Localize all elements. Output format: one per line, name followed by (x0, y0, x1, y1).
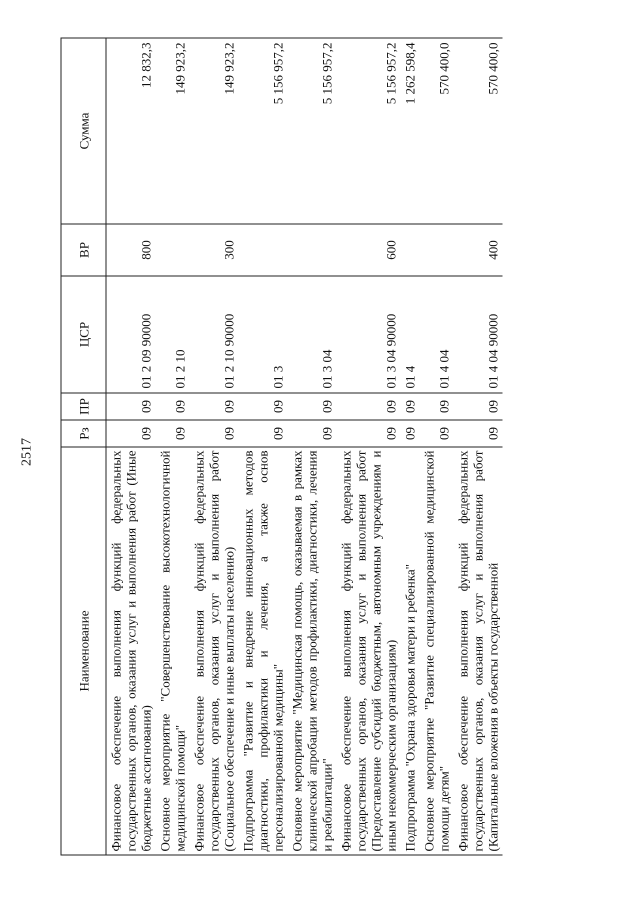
row-csr: 01 2 09 90000 (106, 276, 156, 393)
row-name: Финансовое обеспечение выполнения функций федеральных государственных органов, оказания услуг и выполнения работ (Капитальные вложения в объекты государственной (454, 447, 503, 855)
row-name: Подпрограмма "Развитие и внедрение инновационных методов диагностики, профилактики и лечения, а также основ персонализированной медицины" (239, 447, 288, 855)
table-header-row (61, 38, 106, 855)
row-sum: 5 156 957,2 (288, 38, 337, 224)
row-pr: 09 (106, 393, 156, 420)
row-rz: 09 (401, 420, 420, 447)
row-rz: 09 (106, 420, 156, 447)
row-name: Финансовое обеспечение выполнения функций федеральных государственных органов, оказания услуг и выполнения работ (Социальное обеспечение и иные выплаты населению) (190, 447, 239, 855)
rotated-page (1, 0, 640, 905)
header-name: Наименование (61, 447, 106, 855)
table-row (156, 38, 190, 855)
row-name: Основное мероприятие "Медицинская помощь, оказываемая в рамках клинической апробации методов профилактики, диагностики, лечения и реабилитации" (288, 447, 337, 855)
row-vr: 600 (337, 224, 401, 276)
row-sum: 12 832,3 (106, 38, 156, 224)
row-vr (156, 224, 190, 276)
row-sum: 570 400,0 (420, 38, 454, 224)
row-rz: 09 (190, 420, 239, 447)
row-rz: 09 (337, 420, 401, 447)
row-vr (239, 224, 288, 276)
table-row (288, 38, 337, 855)
table-row (106, 38, 156, 855)
row-rz: 09 (420, 420, 454, 447)
table-row (454, 38, 503, 855)
row-rz: 09 (156, 420, 190, 447)
row-pr: 09 (401, 393, 420, 420)
row-name: Подпрограмма "Охрана здоровья матери и ребенка" (401, 447, 420, 855)
row-vr: 400 (454, 224, 503, 276)
row-vr (288, 224, 337, 276)
row-vr (420, 224, 454, 276)
row-sum: 1 262 598,4 (401, 38, 420, 224)
row-vr: 800 (106, 224, 156, 276)
row-vr: 300 (190, 224, 239, 276)
header-sum: Сумма (61, 38, 106, 224)
row-pr: 09 (239, 393, 288, 420)
row-name: Финансовое обеспечение выполнения функций федеральных государственных органов, оказания услуг и выполнения работ (Предоставление субсидий бюджетным, автономным учреждениям и иным некоммерческим организациям) (337, 447, 401, 855)
row-sum: 149 923,2 (190, 38, 239, 224)
row-sum: 5 156 957,2 (239, 38, 288, 224)
header-pr: ПР (61, 393, 106, 420)
row-csr: 01 4 04 (420, 276, 454, 393)
header-vr: ВР (61, 224, 106, 276)
header-rz: Рз (61, 420, 106, 447)
row-pr: 09 (156, 393, 190, 420)
row-csr: 01 3 04 90000 (337, 276, 401, 393)
row-name: Основное мероприятие "Развитие специализированной медицинской помощи детям" (420, 447, 454, 855)
table-row (337, 38, 401, 855)
row-rz: 09 (454, 420, 503, 447)
row-csr: 01 3 04 (288, 276, 337, 393)
row-vr (401, 224, 420, 276)
row-pr: 09 (420, 393, 454, 420)
row-csr: 01 2 10 (156, 276, 190, 393)
row-name: Финансовое обеспечение выполнения функций федеральных государственных органов, оказания услуг и выполнения работ (Иные бюджетные ассигнования) (106, 447, 156, 855)
row-csr: 01 3 (239, 276, 288, 393)
row-csr: 01 4 04 90000 (454, 276, 503, 393)
row-name: Основное мероприятие "Совершенствование высокотехнологичной медицинской помощи" (156, 447, 190, 855)
row-pr: 09 (337, 393, 401, 420)
row-pr: 09 (288, 393, 337, 420)
row-sum: 570 400,0 (454, 38, 503, 224)
budget-table (61, 38, 503, 856)
header-csr: ЦСР (61, 276, 106, 393)
row-pr: 09 (454, 393, 503, 420)
row-rz: 09 (288, 420, 337, 447)
table-row (190, 38, 239, 855)
table-row (239, 38, 288, 855)
table-row (401, 38, 420, 855)
row-csr: 01 4 (401, 276, 420, 393)
row-csr: 01 2 10 90000 (190, 276, 239, 393)
table-row (420, 38, 454, 855)
row-sum: 5 156 957,2 (337, 38, 401, 224)
row-pr: 09 (190, 393, 239, 420)
row-rz: 09 (239, 420, 288, 447)
page-number: 2517 (19, 438, 35, 466)
row-sum: 149 923,2 (156, 38, 190, 224)
